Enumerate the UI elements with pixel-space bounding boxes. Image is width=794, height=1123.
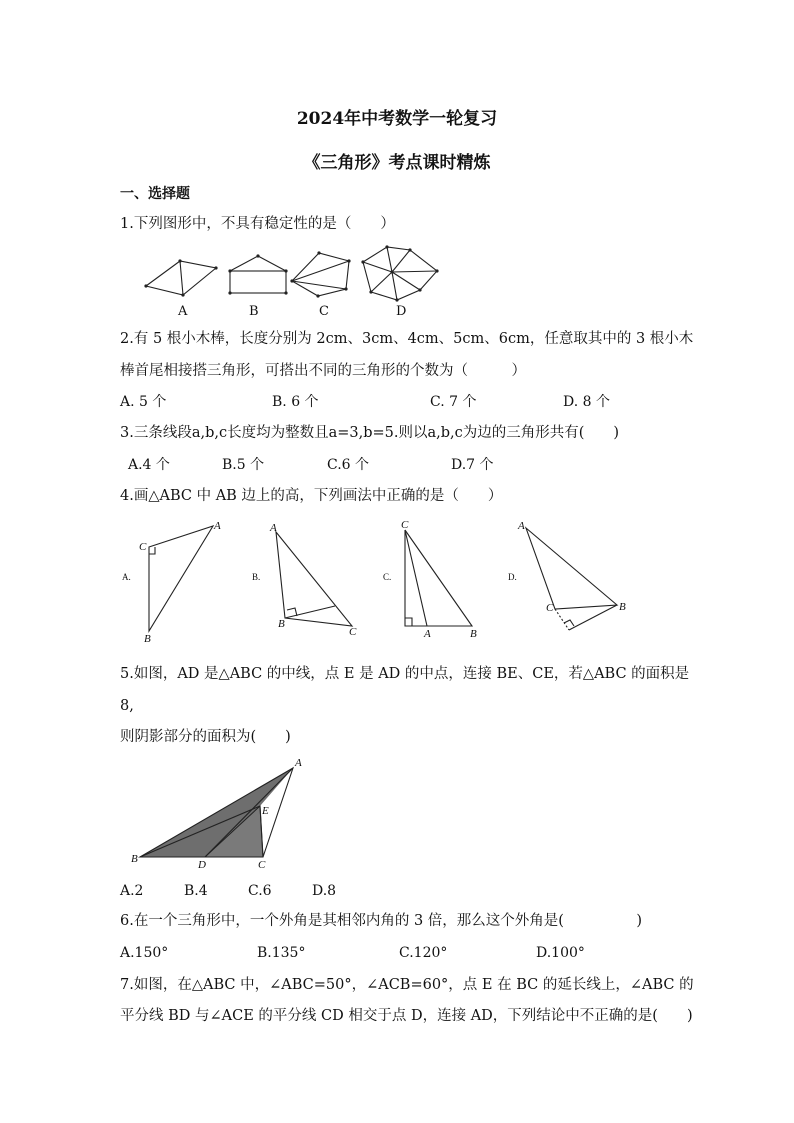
q4-d-point-c: C bbox=[546, 602, 554, 614]
q4-d-point-a: A bbox=[518, 520, 525, 532]
q4-option-b: B. bbox=[252, 572, 261, 582]
q4-a-point-a: A bbox=[214, 520, 221, 532]
q1-label-b: B bbox=[249, 304, 259, 319]
q5-stem-line3: 则阴影部分的面积为( ) bbox=[120, 729, 291, 745]
q3-option-b: B.5 个 bbox=[222, 457, 265, 473]
q5-point-b: B bbox=[131, 853, 138, 865]
q2-option-c: C. 7 个 bbox=[430, 394, 477, 410]
page-title: 2024年中考数学一轮复习 bbox=[296, 109, 498, 129]
q7-stem-line1: 7.如图，在△ABC 中，∠ABC=50°，∠ACB=60°，点 E 在 BC 的延长线上，∠ABC 的 bbox=[120, 977, 694, 993]
q3-option-a: A.4 个 bbox=[128, 457, 170, 473]
q4-option-c: C. bbox=[383, 572, 392, 582]
q6-option-c: C.120° bbox=[399, 945, 448, 961]
q7-stem-line2: 平分线 BD 与∠ACE 的平分线 CD 相交于点 D，连接 AD，下列结论中不正确的是( ) bbox=[120, 1008, 693, 1024]
q3-option-c: C.6 个 bbox=[327, 457, 370, 473]
q4-a-point-b: B bbox=[144, 633, 151, 645]
q6-option-d: D.100° bbox=[536, 945, 585, 961]
q5-option-b: B.4 bbox=[184, 883, 208, 899]
q2-option-a: A. 5 个 bbox=[120, 394, 167, 410]
q4-c-point-b: B bbox=[470, 628, 477, 640]
section-heading: 一、选择题 bbox=[120, 186, 190, 202]
q5-option-c: C.6 bbox=[248, 883, 272, 899]
page-subtitle: 《三角形》考点课时精炼 bbox=[303, 153, 491, 173]
q3-stem: 3.三条线段a,b,c长度均为整数且a=3,b=5.则以a,b,c为边的三角形共有( ) bbox=[120, 425, 620, 441]
q5-stem-line2: 8, bbox=[120, 698, 134, 714]
q4-c-point-a: A bbox=[424, 628, 431, 640]
q4-b-point-a: A bbox=[270, 522, 277, 534]
q5-stem-line1: 5.如图，AD 是△ABC 的中线，点 E 是 AD 的中点，连接 BE、CE，若△ABC 的面积是 bbox=[120, 666, 690, 682]
q5-point-d: D bbox=[198, 859, 206, 871]
q4-option-d: D. bbox=[508, 572, 517, 582]
q5-option-a: A.2 bbox=[120, 883, 144, 899]
q1-label-a: A bbox=[178, 304, 188, 319]
q6-stem: 6.在一个三角形中，一个外角是其相邻内角的 3 倍，那么这个外角是( ) bbox=[120, 913, 643, 929]
q3-option-d: D.7 个 bbox=[451, 457, 494, 473]
q6-option-b: B.135° bbox=[257, 945, 306, 961]
q4-b-point-b: B bbox=[278, 618, 285, 630]
q2-stem-line2: 棒首尾相接搭三角形，可搭出不同的三角形的个数为（ ） bbox=[120, 363, 526, 379]
q1-stem: 1.下列图形中，不具有稳定性的是（ ） bbox=[120, 216, 395, 232]
q2-option-b: B. 6 个 bbox=[272, 394, 319, 410]
q4-stem: 4.画△ABC 中 AB 边上的高，下列画法中正确的是（ ） bbox=[120, 488, 503, 504]
q1-label-d: D bbox=[396, 304, 407, 319]
q4-c-point-c: C bbox=[401, 519, 409, 531]
q5-point-a: A bbox=[295, 757, 302, 769]
q4-b-point-c: C bbox=[349, 626, 357, 638]
q5-point-c: C bbox=[258, 859, 266, 871]
q2-option-d: D. 8 个 bbox=[563, 394, 610, 410]
q2-stem-line1: 2.有 5 根小木棒，长度分别为 2cm、3cm、4cm、5cm、6cm，任意取其中的 3 根小木 bbox=[120, 331, 694, 347]
q4-d-point-b: B bbox=[619, 601, 626, 613]
q6-option-a: A.150° bbox=[120, 945, 169, 961]
q4-option-a: A. bbox=[122, 572, 131, 582]
q1-label-c: C bbox=[319, 304, 329, 319]
q5-point-e: E bbox=[262, 805, 269, 817]
q5-option-d: D.8 bbox=[312, 883, 337, 899]
q4-a-point-c: C bbox=[139, 541, 147, 553]
